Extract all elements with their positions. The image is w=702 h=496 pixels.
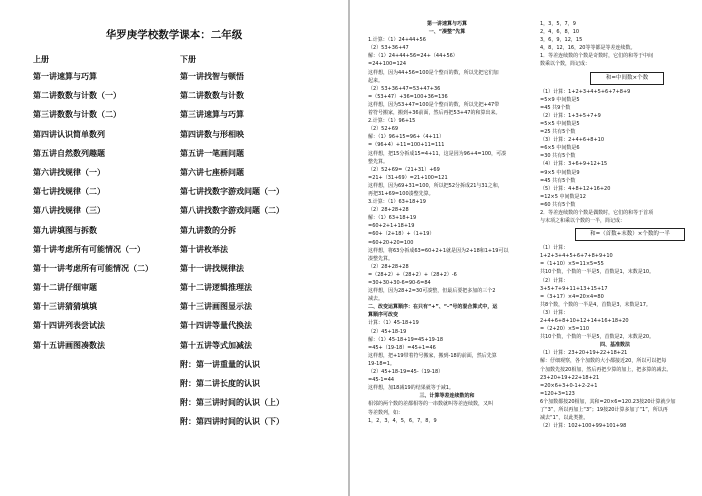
toc-item-upper: 第八讲找规律（三） [33, 206, 105, 216]
toc-item-upper: 第七讲找规律（二） [33, 187, 105, 197]
toc-item-lower: 附：第三讲时间的认识（上） [180, 398, 284, 408]
text-line: 着符号搬家，搬到+36前面，然后再把53+47的和算出来。 [368, 110, 501, 117]
toc-item-lower: 第十四讲等量代换法 [180, 321, 252, 331]
text-line: 这样想，加18减19的结果就等于减1。 [368, 385, 454, 392]
text-line: =45-1=44 [368, 377, 395, 384]
text-line: 起来。 [368, 77, 384, 84]
text-line: 6个加数都按20相加，其和=20×6=120.23按20计算就少加 [540, 398, 676, 405]
toc-item-lower: 第十三讲画图显示法 [180, 302, 252, 312]
text-line: 共10个数，个数的一半是5，首数是2，末数是20。 [540, 334, 655, 341]
formula-box-odd: 和=中间数×个数 [590, 72, 664, 85]
text-line: 了“3”，所以再加上“3”；19按20计算多加了“1”，所以再 [540, 407, 668, 414]
text-line: 1，2，3，4，5，6，7，8，9 [368, 417, 437, 424]
text-line: 计算：（1）45-18+19 [368, 320, 419, 327]
text-column-left [368, 20, 526, 425]
text-line: （2）计算： [540, 277, 569, 284]
text-line: =（96+4）+11=100+11=111 [368, 142, 445, 149]
section-heading: 四、基准数法 [599, 342, 630, 349]
text-line: 2+4+6+8+10+12+14+16+18+20 [540, 318, 629, 324]
toc-item-lower: 第八讲找数字游戏问题（二） [180, 206, 284, 216]
text-line: 4，8，12，16，20等等都是等差连续数。 [540, 45, 636, 52]
text-line: =6×5 中间数是6 [540, 145, 580, 152]
text-line: （4）计算：3+6+9+12+15 [540, 161, 608, 168]
text-line: （2）53+36+47=53+47+36 [368, 85, 441, 92]
text-line: =30+30+30-6=90-6=84 [368, 280, 431, 286]
text-line: 2，4，6，8，10 [540, 29, 580, 36]
column-heading-lower: 下册 [180, 55, 196, 64]
text-line: =20×6+3+0-1+2-2+1 [540, 382, 598, 389]
text-line: 1.计算：（1）24+44+56 [368, 37, 426, 44]
text-line: =30 共有5个数 [540, 153, 576, 160]
toc-item-lower: 第十五讲等式加减法 [180, 340, 252, 350]
book-title: 华罗庚学校数学课本：二年级 [105, 29, 243, 41]
toc-item-lower: 附：第二讲长度的认识 [180, 379, 260, 388]
text-line: 整先算。 [368, 158, 389, 165]
text-line: =60+（2+18）+（1+19） [368, 231, 435, 238]
toc-item-lower: 第七讲找数字游戏问题（一） [180, 187, 284, 197]
toc-list-upper [33, 71, 153, 359]
left-page [0, 0, 348, 496]
text-line: （1）计算：1+2+3+4+5+6+7+8+9 [540, 88, 631, 95]
text-line: 解：（1）96+15=96+（4+11） [368, 134, 445, 141]
text-line: （3）计算：2+4+6+8+10 [540, 137, 605, 144]
toc-item-lower: 第五讲一笔画问题 [180, 148, 244, 158]
text-line: （2）52+69=（21+31）+69 [368, 166, 440, 173]
section-heading: 第一讲速算与巧算 [426, 21, 467, 27]
toc-item-upper: 第五讲自然数列趣题 [33, 148, 105, 158]
toc-item-upper: 第九讲填图与拆数 [33, 225, 97, 235]
toc-item-lower: 第十二讲逻辑推理法 [180, 283, 252, 293]
text-line: 2．等差连续数的个数是偶数时，它们的和等于首项 [540, 209, 654, 216]
toc-item-upper: 第六讲找规律（一） [33, 167, 105, 177]
toc-item-lower: 第九讲数的分拆 [180, 225, 236, 235]
toc-item-upper: 第十三讲猜猜填填 [33, 302, 97, 312]
text-line: =45+（19-18）=45+1=46 [368, 344, 436, 351]
text-line: =（1+10）×5=11×5=55 [540, 261, 604, 268]
text-line: （5）计算：4+8+12+16+20 [540, 185, 611, 192]
text-line: 解：仔细观察，各个加数的大小都接近20，所以可以把每 [540, 358, 667, 365]
text-line: =60 共有5个数 [540, 201, 576, 208]
toc-item-lower: 附：第一讲重量的认识 [180, 359, 260, 369]
text-column-right [540, 20, 690, 430]
text-line: 19-18=1。 [368, 360, 395, 367]
text-line: 3，6，9，12，15 [540, 37, 583, 44]
text-line: （2）28+28+28 [368, 207, 409, 214]
text-line: （2）28+28+28 [368, 263, 409, 270]
text-line: =（3+17）×4=20×4=80 [540, 293, 604, 300]
toc-item-lower: 第十讲枚举法 [180, 244, 228, 254]
text-line: 这样想，将63分拆成63=60+2+1就是因为2+18和1+19可以 [368, 247, 509, 254]
text-line: =120+3=123 [540, 390, 575, 397]
text-line: 3+5+7+9+11+13+15+17 [540, 285, 608, 292]
text-line: =45 共有5个数 [540, 177, 576, 184]
text-line: 这样想，因为44+56=100是个整百的数，所以先把它们加 [368, 69, 499, 76]
text-line: 共10个数，个数的一半是5，首数是1，末数是10。 [540, 269, 655, 276]
text-line: 3.计算：（1）63+18+19 [368, 199, 426, 206]
text-line: =5×9 中间数是5 [540, 96, 580, 103]
text-line: （2）45+18-19=45-（19-18） [368, 369, 444, 376]
text-line: =25 共有5个数 [540, 129, 576, 136]
text-line: 这样想，因为53+47=100是个整百的数，所以先把+47带 [368, 101, 500, 108]
text-line: 23+20+19+22+18+21 [540, 374, 600, 381]
text-line: 数乘以个数，简记成： [540, 61, 591, 68]
right-page [350, 0, 702, 496]
toc-item-lower: 第一讲找智与顿悟 [180, 72, 244, 81]
text-line: 个加数先按20相加，然后再把少算的加上，把多算的减去。 [540, 366, 672, 373]
text-line: （1）计算： [540, 245, 569, 252]
formula-box-even: 和=（首数+末数）×个数的一半 [575, 228, 685, 241]
text-line: 凑整先算。 [368, 255, 394, 262]
text-line: 解：（1）45-18+19=45+19-18 [368, 336, 444, 343]
text-line: 2.计算：（1）96+15 [368, 118, 416, 125]
toc-item-upper: 第十一讲考虑所有可能情况（二） [33, 263, 153, 273]
text-line: （2）53+36+47 [368, 45, 409, 52]
text-line: 共8个数，个数的一半是4，首数是3，末数是17。 [540, 301, 651, 308]
toc-item-upper: 第三讲数数与计数（二） [33, 110, 121, 120]
text-line: =（28+2）+（28+2）+（28+2）-6 [368, 271, 457, 278]
text-line: 等差数列，如： [368, 409, 404, 416]
toc-item-upper: 第十四讲列表尝试法 [33, 321, 105, 331]
text-line: （2）计算：102+100+99+101+98 [540, 423, 627, 430]
text-line: =5×5 中间数是5 [540, 120, 580, 127]
text-line: =12×5 中间数是12 [540, 193, 586, 200]
text-block-even-examples [540, 244, 690, 430]
text-line: （3）计算： [540, 309, 569, 316]
toc-item-upper: 第十讲考虑所有可能情况（一） [33, 244, 145, 254]
text-line: 1．等差连续数的个数是奇数时，它们的和等于中间 [540, 53, 654, 60]
text-line: =（2+20）×5=110 [540, 326, 590, 333]
text-line: =24+100=124 [368, 61, 407, 68]
text-line: （2）52+69 [368, 126, 399, 133]
toc-item-upper: 第四讲认识简单数列 [33, 129, 105, 139]
text-line: =60+20+20=100 [368, 239, 414, 246]
column-heading-upper: 上册 [33, 55, 49, 64]
toc-item-upper: 第二讲数数与计数（一） [33, 91, 121, 101]
text-line: 相邻的两个数的差都相等的一串数就叫等差连续数，又叫 [368, 401, 494, 408]
toc-item-lower: 第十一讲找规律法 [180, 263, 244, 273]
text-line: 减去“1”，以此类推。 [540, 415, 589, 422]
text-line: =45 共9个数 [540, 104, 571, 111]
text-line: 这样想，因为28+2=30可凑整，但最后要把多加的三个2 [368, 288, 496, 295]
text-line: （2）计算：1+3+5+7+9 [540, 112, 601, 119]
text-line: =21+（31+69）=21+100=121 [368, 174, 448, 181]
text-line: =9×5 中间数是9 [540, 169, 580, 176]
text-line: 这样想，把+19带着符号搬家，搬到-18的前面，然后先算 [368, 352, 497, 359]
toc-list-lower [180, 71, 284, 436]
text-line: （2）45+18-19 [368, 328, 407, 335]
section-heading: 三、计算等差连续数的和 [419, 393, 475, 400]
text-block-odd-examples [540, 88, 690, 226]
text-line: 再把31+69=100凑整先算。 [368, 190, 434, 197]
toc-item-upper: 第十五讲画图凑数法 [33, 340, 105, 350]
text-line: 与末项之和乘以个数的一半，简记成： [540, 218, 626, 225]
toc-item-lower: 第二讲数数与计数 [180, 91, 244, 101]
text-line: 这样想，把15分拆成15=4+11，这是因为96+4=100，可凑 [368, 150, 507, 157]
toc-item-lower: 附：第四讲时间的认识（下） [180, 417, 284, 427]
toc-item-lower: 第六讲七座桥问题 [180, 167, 244, 177]
text-line: 解：（1）63+18+19 [368, 215, 417, 222]
text-line: 1，3，5，7，9 [540, 21, 576, 27]
text-line: （1）计算：23+20+19+22+18+21 [540, 350, 628, 357]
text-line: 解：（1）24+44+56=24+（44+56） [368, 53, 458, 60]
text-block-sequences [540, 20, 690, 69]
text-line: =60+2+1+18+19 [368, 223, 415, 230]
text-line: 1+2+3+4+5+6+7+8+9+10 [540, 253, 613, 260]
section-heading: 一、“凑整”先算 [428, 29, 466, 36]
text-line: =（53+47）+36=100+36=136 [368, 93, 448, 100]
text-line: 二、改变运算顺序：在只有“+”、“-”号的混合算式中，运 [368, 304, 498, 311]
toc-item-upper: 第一讲速算与巧算 [33, 72, 97, 81]
text-line: 这样想，因为69+31=100，所以把52分拆成21与31之和， [368, 182, 503, 189]
toc-item-lower: 第四讲数与形相映 [180, 129, 244, 139]
toc-item-lower: 第三讲速算与巧算 [180, 110, 244, 120]
text-line: 算顺序可改变 [368, 312, 399, 319]
text-line: 减去。 [368, 296, 384, 303]
toc-item-upper: 第十二讲仔细审题 [33, 283, 97, 293]
